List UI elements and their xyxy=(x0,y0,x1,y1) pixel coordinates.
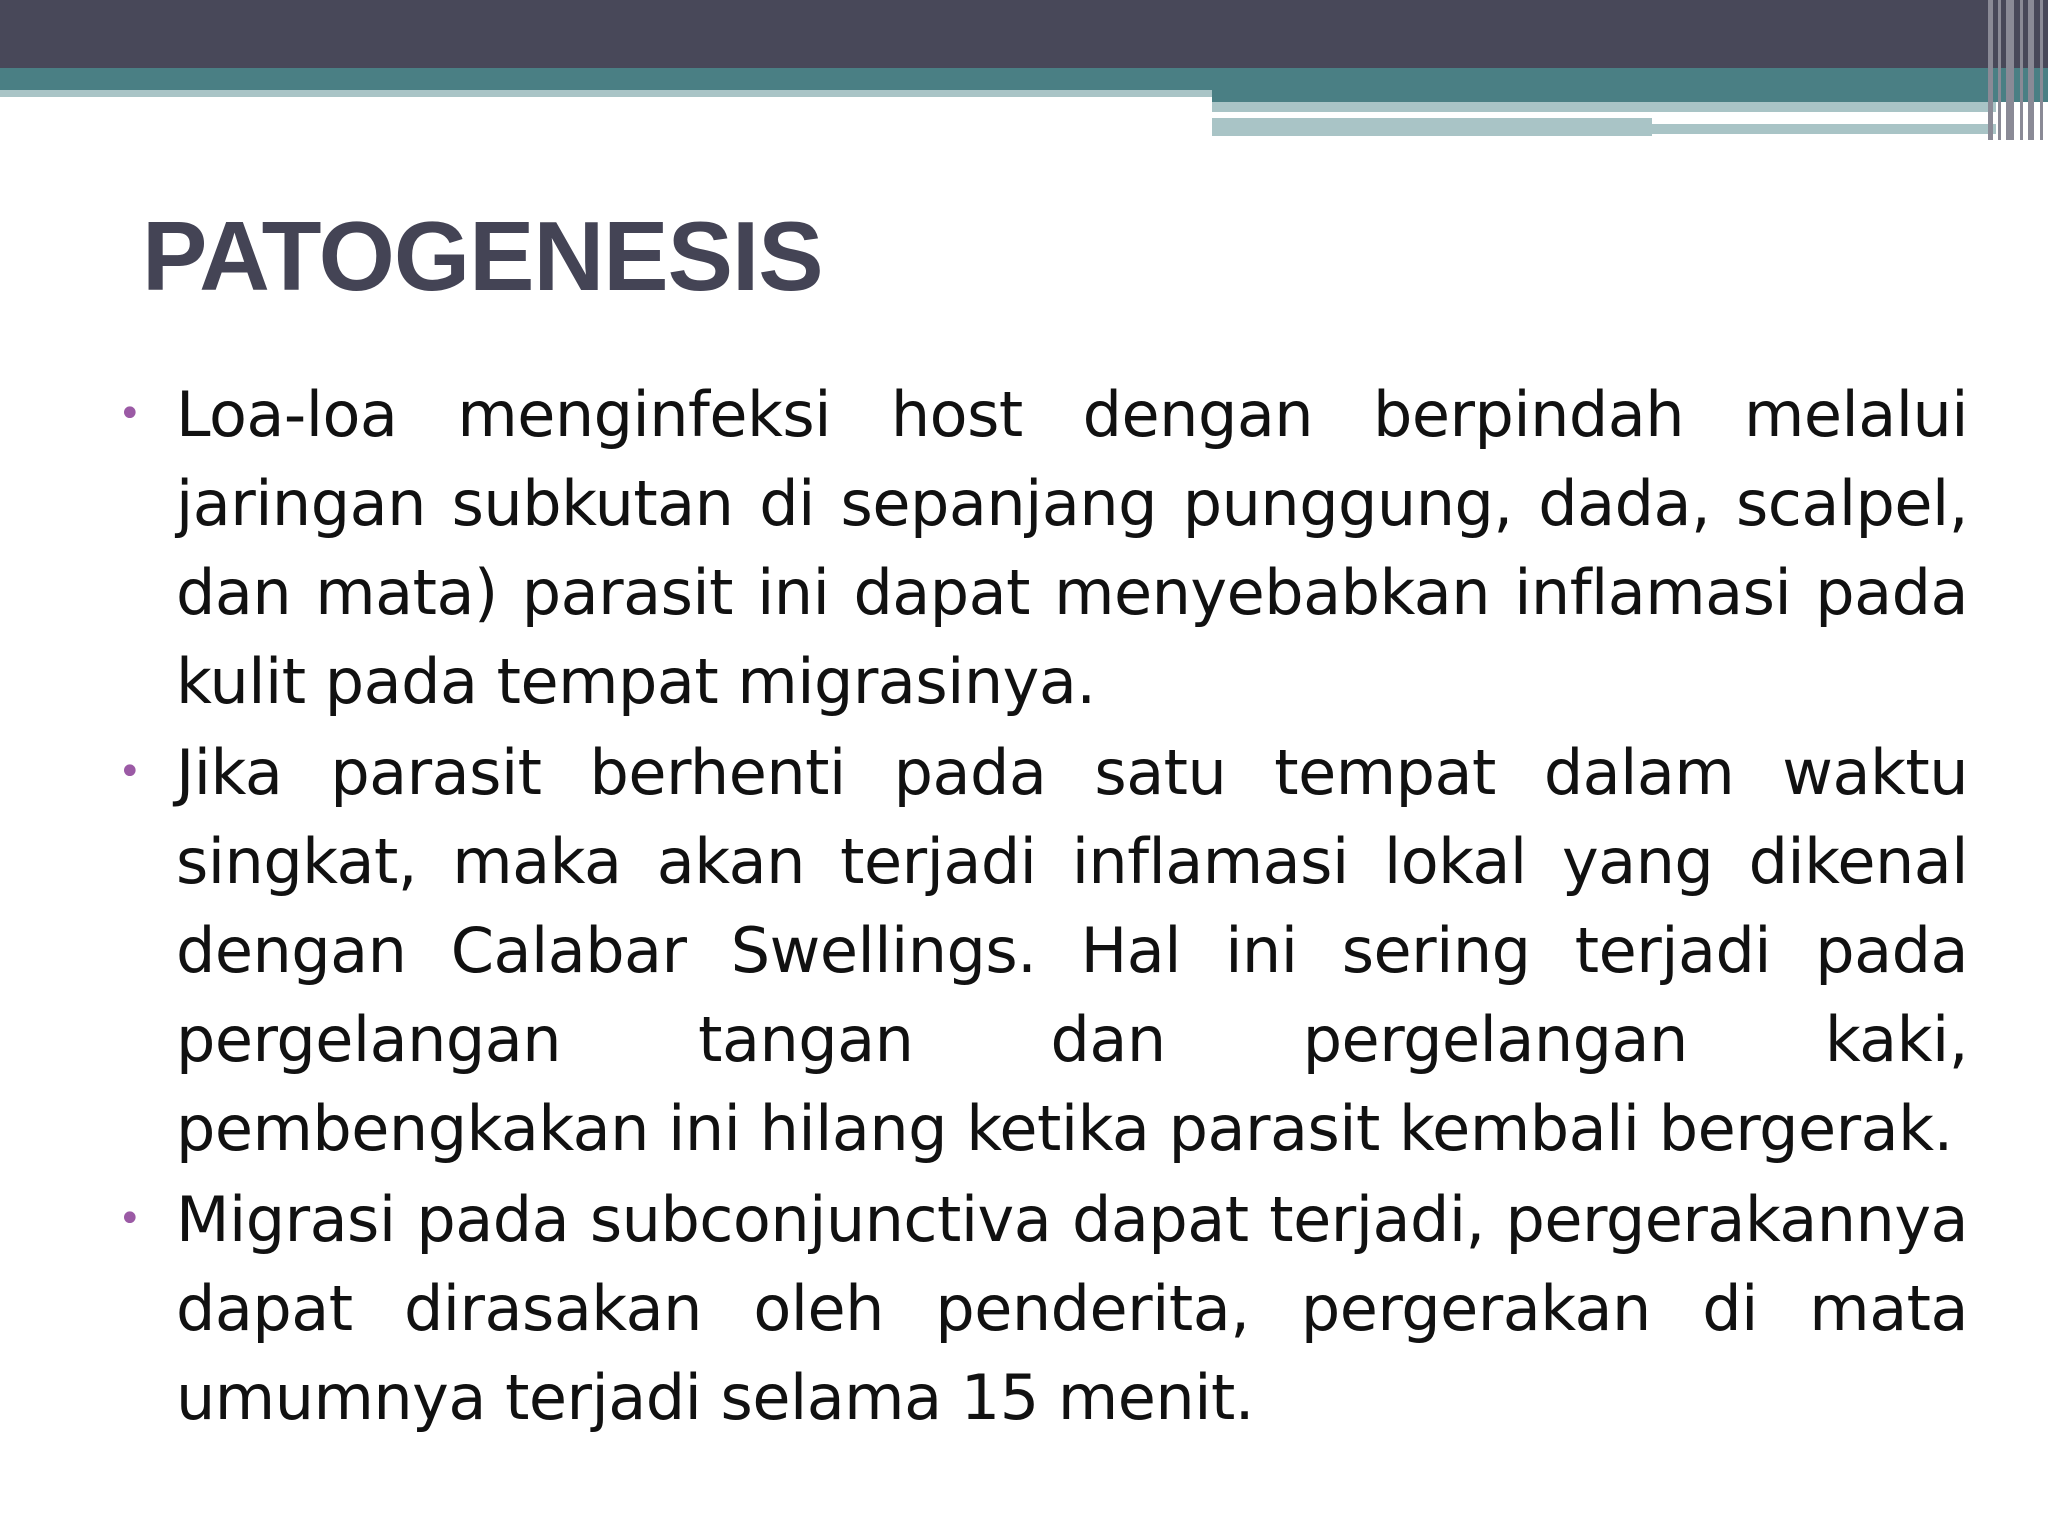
header-bar-light-lower-right xyxy=(1652,124,1996,134)
bullet-dot: • xyxy=(118,391,142,437)
header-white-line xyxy=(1212,112,1896,116)
bullet-list xyxy=(118,370,1968,1444)
header-bar-dark xyxy=(0,0,2048,68)
header-bar-light-lower xyxy=(1212,118,1652,136)
bullet-dot: • xyxy=(118,749,142,795)
header-bar-teal xyxy=(0,68,2048,90)
bullet-item xyxy=(118,1175,1968,1442)
bullet-text: Loa-loa menginfeksi host dengan berpindah melalui jaringan subkutan di sepanjang punggung, dada, scalpel, dan mata) parasit ini dapat menyebabkan inflamasi pada kulit pada tempat migrasinya. xyxy=(176,378,1968,718)
bullet-dot: • xyxy=(118,1196,142,1242)
bullet-item xyxy=(118,728,1968,1173)
bullet-item xyxy=(118,370,1968,726)
bullet-text: Jika parasit berhenti pada satu tempat dalam waktu singkat, maka akan terjadi inflamasi lokal yang dikenal dengan Calabar Swellings. Hal ini sering terjadi pada pergelangan tangan dan pergelangan kaki, pembengkakan ini hilang ketika parasit kembali bergerak. xyxy=(176,736,1968,1165)
header-bar-teal-extension xyxy=(1212,90,2048,102)
header-stripes-decoration xyxy=(1986,0,2048,140)
bullet-text: Migrasi pada subconjunctiva dapat terjadi, pergerakannya dapat dirasakan oleh penderita, pergerakan di mata umumnya terjadi selama 15 menit. xyxy=(176,1183,1968,1434)
slide-title: PATOGENESIS xyxy=(142,201,823,311)
header-bar-light-left xyxy=(0,90,1212,97)
header-bar-light-right xyxy=(1212,102,1996,112)
